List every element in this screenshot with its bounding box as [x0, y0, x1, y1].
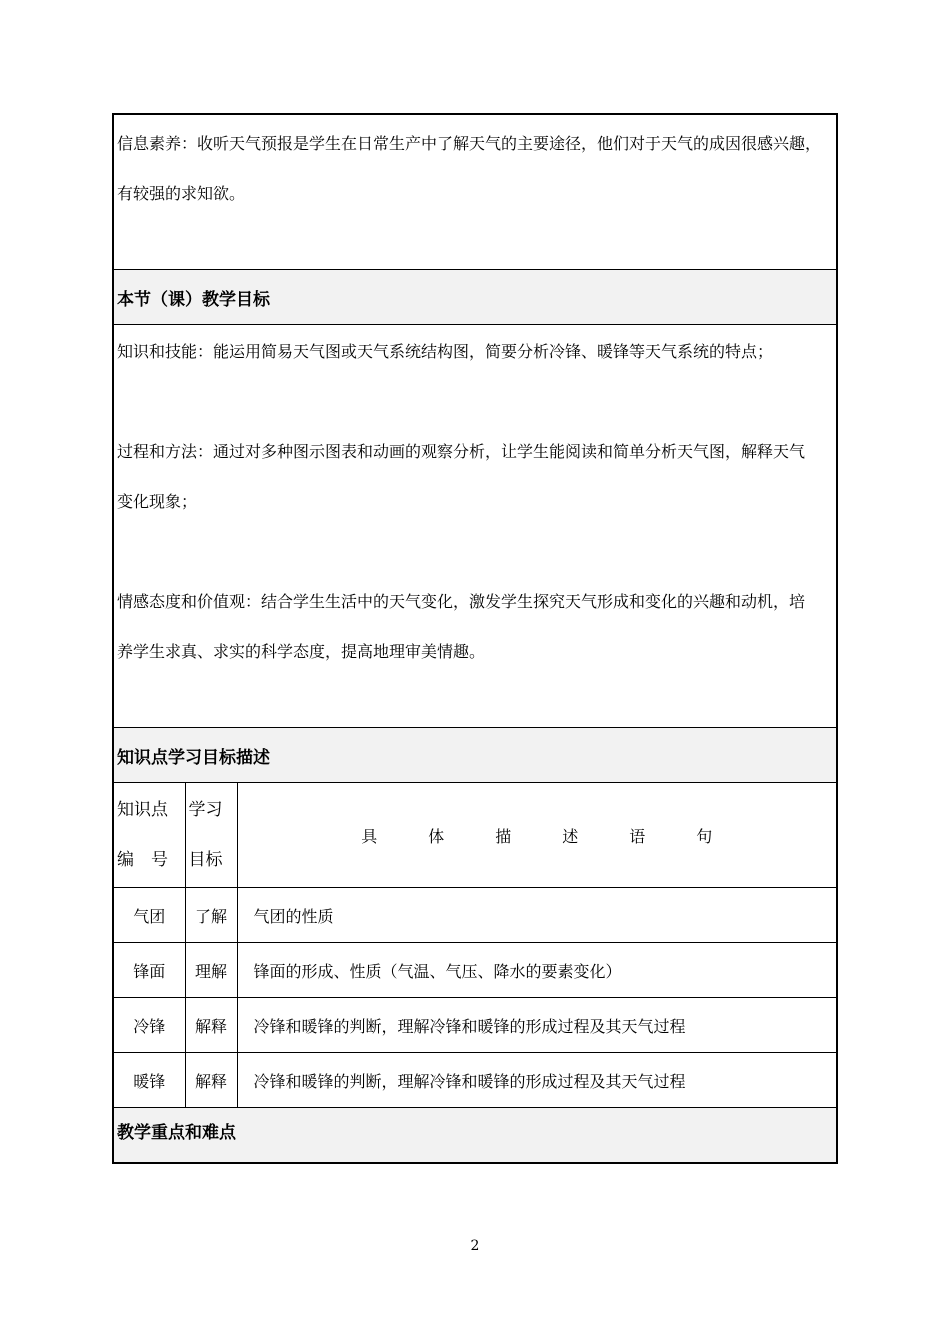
- kp-col-desc-header: [237, 783, 837, 888]
- lesson-plan-table: [112, 113, 838, 1164]
- kp-column-header-row: [113, 783, 837, 888]
- objectives-header-row: [113, 270, 837, 325]
- kp-desc-cell: 锋面的形成、性质（气温、气压、降水的要素变化）: [237, 943, 837, 998]
- page-number: 2: [470, 1238, 480, 1254]
- kp-point-cell: 气团: [113, 888, 185, 943]
- kp-goal-cell: 解释: [185, 998, 237, 1053]
- table-row: [113, 1053, 837, 1108]
- table-row: [113, 943, 837, 998]
- kp-goal-cell: 了解: [185, 888, 237, 943]
- objective-process-line2: 变化现象；: [117, 492, 198, 511]
- kp-header: 知识点学习目标描述: [113, 728, 837, 783]
- kp-desc-cell: 冷锋和暖锋的判断，理解冷锋和暖锋的形成过程及其天气过程: [237, 998, 837, 1053]
- objectives-header: 本节（课）教学目标: [113, 270, 837, 325]
- kp-desc-cell: 冷锋和暖锋的判断，理解冷锋和暖锋的形成过程及其天气过程: [237, 1053, 837, 1108]
- info-literacy-row: [113, 114, 837, 270]
- info-literacy-text: [114, 115, 836, 219]
- kp-col-goal-header: [185, 783, 237, 888]
- table-row: [113, 888, 837, 943]
- info-literacy-line2: 有较强的求知欲。: [117, 184, 246, 203]
- info-literacy-line1: 信息素养：收听天气预报是学生在日常生产中了解天气的主要途径，他们对于天气的成因很感兴趣，: [117, 134, 822, 153]
- table-row: [113, 998, 837, 1053]
- objective-emotion-line2: 养学生求真、求实的科学态度，提高地理审美情趣。: [117, 642, 486, 661]
- kp-desc-char: 具: [361, 826, 378, 846]
- kp-desc-char: 语: [629, 826, 646, 846]
- kp-point-cell: 锋面: [113, 943, 185, 998]
- kp-col-goal-line2: 目标: [188, 850, 223, 870]
- kp-desc-char: 体: [428, 826, 445, 846]
- kp-header-row: [113, 728, 837, 783]
- kp-desc-cell: 气团的性质: [237, 888, 837, 943]
- objectives-row: [113, 325, 837, 728]
- kp-col-number-line1: 知识点: [117, 800, 168, 820]
- kp-desc-char: 句: [696, 826, 713, 846]
- kp-col-goal-line1: 学习: [188, 800, 223, 820]
- focus-header: 教学重点和难点: [113, 1108, 837, 1164]
- objectives-text: [114, 325, 836, 677]
- objective-process-line1: 过程和方法：通过对多种图示图表和动画的观察分析，让学生能阅读和简单分析天气图，解释天气: [117, 442, 806, 461]
- kp-point-cell: 暖锋: [113, 1053, 185, 1108]
- kp-goal-cell: 解释: [185, 1053, 237, 1108]
- objective-knowledge: 知识和技能：能运用简易天气图或天气系统结构图，简要分析冷锋、暖锋等天气系统的特点；: [117, 342, 774, 361]
- kp-goal-cell: 理解: [185, 943, 237, 998]
- kp-col-number-line2: 编 号: [117, 850, 168, 870]
- kp-point-cell: 冷锋: [113, 998, 185, 1053]
- kp-desc-char: 述: [562, 826, 579, 846]
- kp-col-number-header: [113, 783, 185, 888]
- focus-header-row: [113, 1108, 837, 1164]
- kp-desc-char: 描: [495, 826, 512, 846]
- objective-emotion-line1: 情感态度和价值观：结合学生生活中的天气变化，激发学生探究天气形成和变化的兴趣和动机，培: [117, 592, 806, 611]
